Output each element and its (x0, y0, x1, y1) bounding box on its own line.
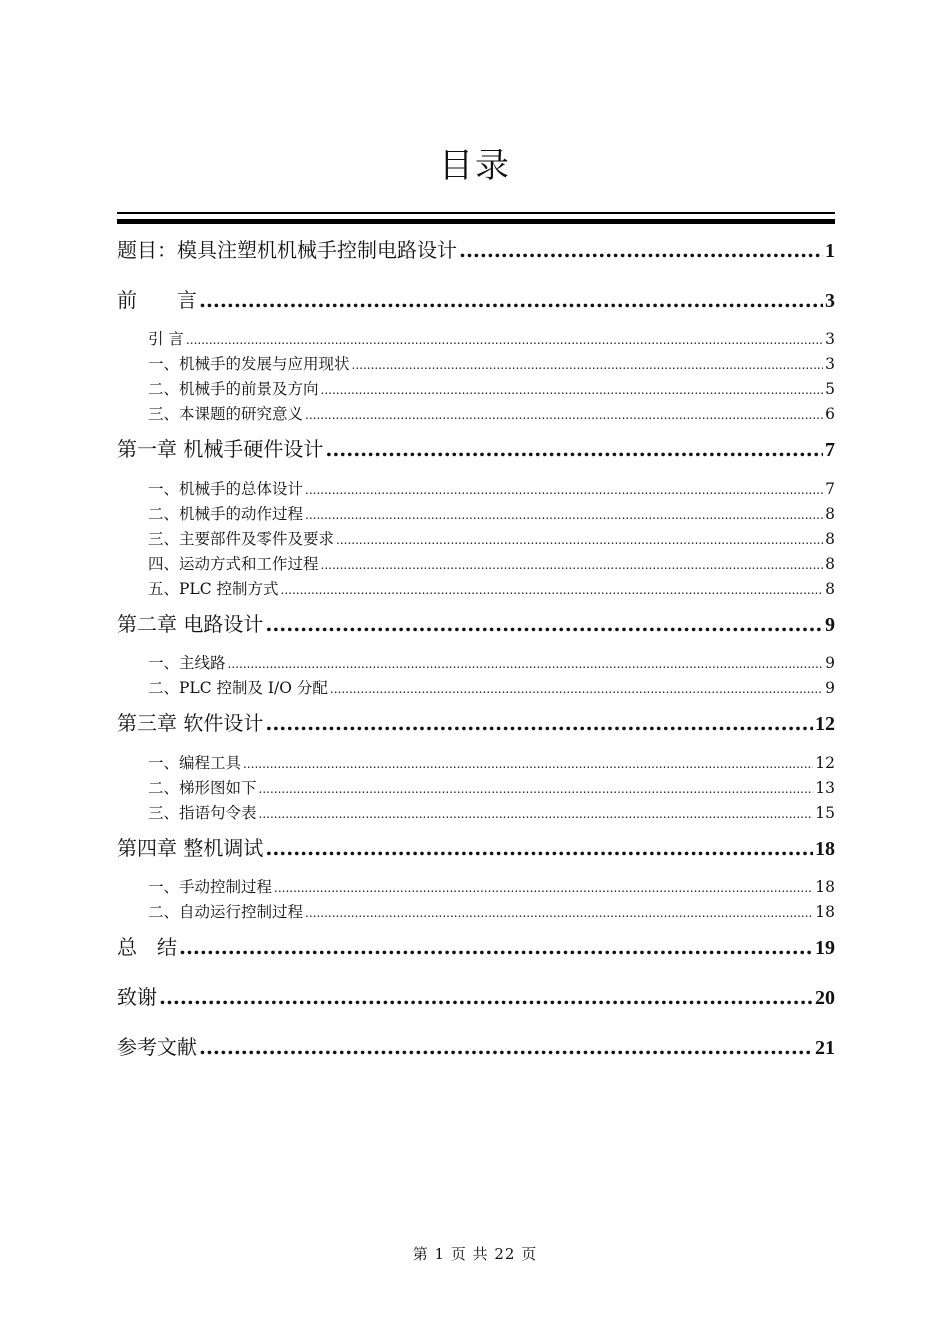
toc-entry[interactable] (117, 676, 835, 698)
toc-entry-page: 3 (825, 290, 835, 312)
toc-entry-page: 12 (815, 713, 835, 735)
title-rule-thin (117, 212, 835, 214)
toc-entry[interactable] (117, 1031, 835, 1060)
toc-entry[interactable] (117, 402, 835, 424)
toc-entry-label: 四、运动方式和工作过程 (148, 555, 319, 573)
toc-entry[interactable] (117, 377, 835, 399)
toc-leader-dots (321, 383, 824, 397)
toc-entry[interactable] (117, 751, 835, 773)
toc-leader-dots (259, 782, 814, 796)
toc-leader-dots (265, 836, 813, 860)
toc-entry-page: 6 (825, 405, 835, 423)
toc-entry-page: 3 (825, 330, 835, 348)
toc-entry-page: 8 (825, 580, 835, 598)
toc-leader-dots (305, 408, 823, 422)
toc-entry[interactable] (117, 327, 835, 349)
toc-entry-page: 3 (825, 355, 835, 373)
toc-entry-page: 8 (825, 555, 835, 573)
toc-entry-label: 第一章 机械手硬件设计 (117, 437, 324, 461)
toc-entry-page: 19 (815, 937, 835, 959)
toc-leader-dots (281, 583, 824, 597)
toc-entry-label: 第二章 电路设计 (117, 612, 264, 636)
toc-entry-label: 二、自动运行控制过程 (148, 903, 304, 921)
toc-leader-dots (459, 238, 823, 262)
toc-leader-dots (305, 508, 823, 522)
toc-entry-page: 1 (825, 240, 835, 262)
toc-entry-label: 参考文献 (117, 1035, 197, 1059)
toc-entry-label: 一、机械手的发展与应用现状 (148, 355, 350, 373)
title-rule-thick (117, 219, 835, 224)
toc-entry-label: 二、机械手的动作过程 (148, 505, 304, 523)
toc-entry-page: 7 (825, 439, 835, 461)
toc-leader-dots (274, 881, 813, 895)
toc-entry-page: 21 (815, 1037, 835, 1059)
toc-leader-dots (199, 288, 823, 312)
toc-entry[interactable] (117, 552, 835, 574)
page-title: 目录 (439, 146, 511, 186)
toc-entry[interactable] (117, 931, 835, 960)
toc-entry[interactable] (117, 234, 835, 263)
toc-leader-dots (321, 558, 824, 572)
toc-entry-label: 五、PLC 控制方式 (148, 580, 279, 598)
toc-entry[interactable] (117, 651, 835, 673)
toc-leader-dots (159, 985, 813, 1009)
toc-leader-dots (330, 682, 823, 696)
toc-entry-page: 18 (815, 838, 835, 860)
toc-entry-label: 第四章 整机调试 (117, 836, 264, 860)
toc-entry-label: 一、手动控制过程 (148, 878, 273, 896)
toc-entry[interactable] (117, 608, 835, 637)
toc-leader-dots (228, 657, 824, 671)
toc-leader-dots (352, 358, 824, 372)
toc-entry[interactable] (117, 981, 835, 1010)
toc-entry-page: 7 (825, 480, 835, 498)
toc-entry[interactable] (117, 577, 835, 599)
toc-leader-dots (305, 483, 823, 497)
toc-entry-page: 9 (825, 654, 835, 672)
toc-leader-dots (186, 333, 823, 347)
toc-entry-page: 5 (825, 380, 835, 398)
toc-entry[interactable] (117, 502, 835, 524)
toc-leader-dots (243, 757, 813, 771)
toc-entry[interactable] (117, 433, 835, 462)
toc-leader-dots (265, 612, 823, 636)
toc-entry-label: 前 言 (117, 288, 197, 312)
toc-entry-page: 13 (815, 779, 835, 797)
toc-leader-dots (265, 711, 813, 735)
toc-leader-dots (336, 533, 823, 547)
toc-leader-dots (199, 1035, 813, 1059)
toc-entry-label: 第三章 软件设计 (117, 711, 264, 735)
toc-entry[interactable] (117, 900, 835, 922)
toc-entry-label: 一、编程工具 (148, 754, 242, 772)
toc-leader-dots (179, 935, 813, 959)
toc-entry-label: 致谢 (117, 985, 157, 1009)
toc-entry-label: 一、主线路 (148, 654, 226, 672)
toc-entry-label: 总 结 (117, 935, 177, 959)
toc-entry-page: 20 (815, 987, 835, 1009)
toc-entry[interactable] (117, 801, 835, 823)
toc-leader-dots (325, 437, 823, 461)
toc-entry-page: 15 (815, 804, 835, 822)
toc-entry-label: 引 言 (148, 330, 184, 348)
toc-entry-page: 8 (825, 505, 835, 523)
toc-entry[interactable] (117, 477, 835, 499)
toc-entry-page: 12 (815, 754, 835, 772)
toc-entry-label: 二、梯形图如下 (148, 779, 257, 797)
toc-entry-page: 8 (825, 530, 835, 548)
toc-entry[interactable] (117, 832, 835, 861)
toc-entry-label: 题目：模具注塑机机械手控制电路设计 (117, 238, 457, 262)
toc-entry[interactable] (117, 284, 835, 313)
toc-entry[interactable] (117, 352, 835, 374)
toc-entry[interactable] (117, 707, 835, 736)
toc-entry-page: 9 (825, 614, 835, 636)
toc-entry-label: 二、机械手的前景及方向 (148, 380, 319, 398)
toc-entry-label: 三、本课题的研究意义 (148, 405, 304, 423)
toc-entry-page: 18 (815, 903, 835, 921)
toc-leader-dots (305, 906, 813, 920)
toc-entry[interactable] (117, 527, 835, 549)
toc-entry-page: 9 (825, 679, 835, 697)
toc-entry-label: 三、指语句令表 (148, 804, 257, 822)
page-footer: 第 1 页 共 22 页 (412, 1245, 538, 1263)
toc-entry-label: 二、PLC 控制及 I/O 分配 (148, 679, 328, 697)
toc-entry-label: 一、机械手的总体设计 (148, 480, 304, 498)
toc-entry-page: 18 (815, 878, 835, 896)
toc-entry[interactable] (117, 776, 835, 798)
toc-entry[interactable] (117, 875, 835, 897)
toc-leader-dots (259, 807, 814, 821)
toc-entry-label: 三、主要部件及零件及要求 (148, 530, 335, 548)
